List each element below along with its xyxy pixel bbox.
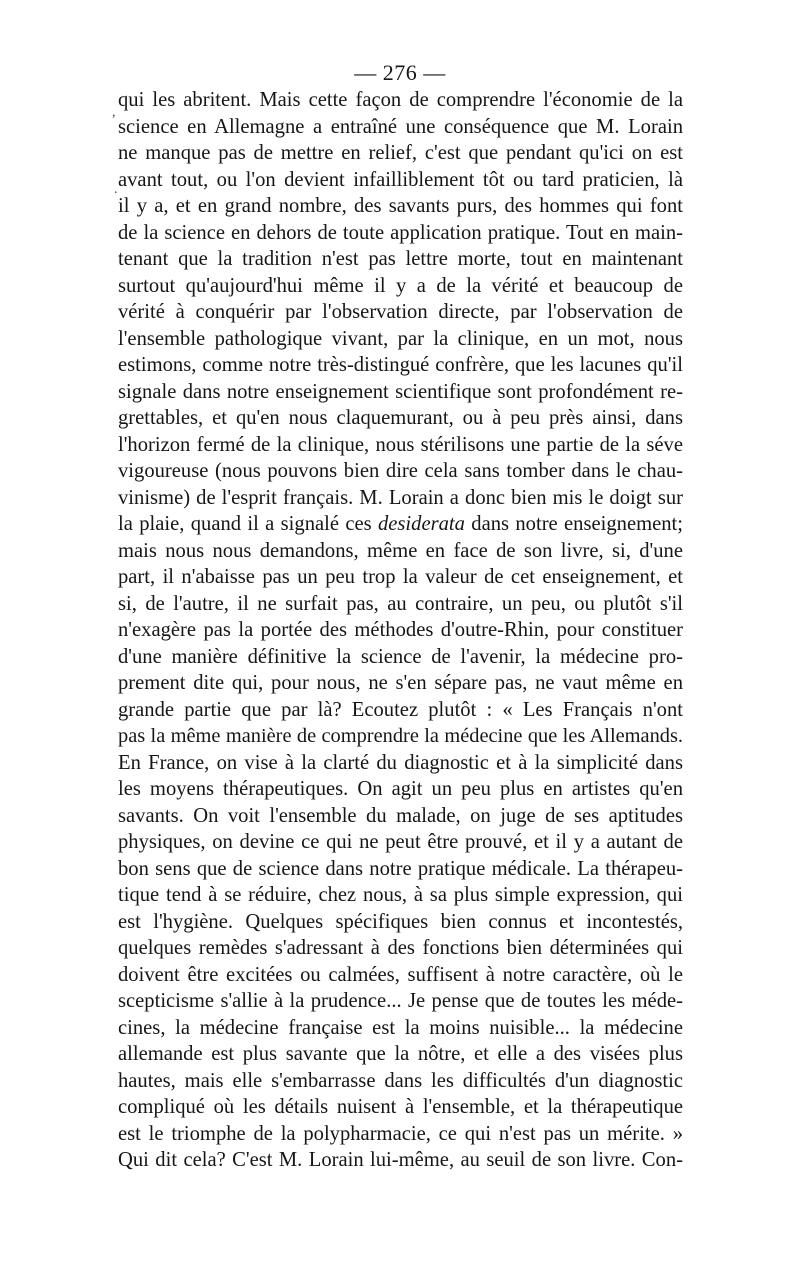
text-line: science en Allemagne a entraîné une conséquence que M. Lorain	[118, 115, 683, 138]
text-segment: dans notre enseignement;	[464, 513, 683, 535]
text-line-with-italic	[118, 511, 683, 538]
text-line: En France, on vise à la clarté du diagnostic et à la simplicité dans	[118, 751, 683, 774]
text-segment: la plaie, quand il a signalé ces	[118, 513, 378, 535]
text-line: d'une manière définitive la science de l'avenir, la médecine pro-	[118, 645, 683, 668]
text-line: physiques, on devine ce qui ne peut être prouvé, et il y a autant de	[118, 831, 683, 853]
text-line: prement dite qui, pour nous, ne s'en sépare pas, ne vaut même en	[118, 672, 683, 694]
text-line: tenant que la tradition n'est pas lettre morte, tout en maintenant	[118, 248, 683, 270]
body-text	[118, 87, 683, 1174]
text-line: de la science en dehors de toute application pratique. Tout en main-	[118, 221, 683, 244]
text-line: il y a, et en grand nombre, des savants purs, des hommes qui font	[118, 195, 683, 217]
text-line: signale dans notre enseignement scientifique sont profondément re-	[118, 380, 683, 403]
text-line: savants. On voit l'ensemble du malade, on juge de ses aptitudes	[118, 804, 683, 827]
text-line: Qui dit cela? C'est M. Lorain lui-même, au seuil de son livre. Con-	[118, 1149, 683, 1171]
italic-term: desiderata	[377, 513, 465, 535]
text-line: estimons, comme notre très-distingué confrère, que les lacunes qu'il	[118, 354, 683, 376]
text-line: bon sens que de science dans notre pratique médicale. La thérapeu-	[118, 857, 683, 880]
text-line: allemande est plus savante que la nôtre, et elle a des visées plus	[118, 1043, 683, 1065]
text-line: l'horizon fermé de la clinique, nous stérilisons une partie de la séve	[118, 433, 683, 456]
text-line: quelques remèdes s'adressant à des fonctions bien déterminées qui	[118, 937, 683, 959]
margin-mark: ,	[112, 105, 116, 120]
text-line: vinisme) de l'esprit français. M. Lorain a donc bien mis le doigt sur	[118, 486, 683, 509]
text-line: les moyens thérapeutiques. On agit un peu plus en artistes qu'en	[118, 778, 683, 800]
text-line: qui les abritent. Mais cette façon de comprendre l'économie de la	[118, 89, 683, 111]
text-line: grettables, et qu'en nous claquemurant, ou à peu près ainsi, dans	[118, 407, 683, 429]
text-line: vigoureuse (nous pouvons bien dire cela sans tomber dans le chau-	[118, 460, 683, 482]
text-line: ne manque pas de mettre en relief, c'est que pendant qu'ici on est	[118, 142, 683, 164]
text-line: doivent être excitées ou calmées, suffisent à notre caractère, où le	[118, 963, 683, 986]
margin-mark: .	[114, 182, 118, 197]
text-line: l'ensemble pathologique vivant, par la clinique, en un mot, nous	[118, 327, 683, 350]
text-line: pas la même manière de comprendre la médecine que les Allemands.	[118, 725, 683, 747]
page-number: — 276 —	[354, 60, 446, 85]
text-line: tique tend à se réduire, chez nous, à sa plus simple expression, qui	[118, 884, 683, 906]
text-line: mais nous nous demandons, même en face de son livre, si, d'une	[118, 539, 683, 562]
text-line: est l'hygiène. Quelques spécifiques bien connus et incontestés,	[118, 910, 683, 933]
text-line: grande partie que par là? Ecoutez plutôt : « Les Français n'ont	[118, 698, 683, 721]
text-line: si, de l'autre, il ne surfait pas, au contraire, un peu, ou plutôt s'il	[118, 592, 683, 615]
text-line: avant tout, ou l'on devient infailliblement tôt ou tard praticien, là	[118, 168, 683, 191]
text-line: n'exagère pas la portée des méthodes d'outre-Rhin, pour constituer	[118, 619, 683, 641]
text-line: hautes, mais elle s'embarrasse dans les difficultés d'un diagnostic	[118, 1069, 683, 1092]
text-line: compliqué où les détails nuisent à l'ensemble, et la thérapeutique	[118, 1096, 683, 1118]
text-line: est le triomphe de la polypharmacie, ce qui n'est pas un mérite. »	[118, 1122, 683, 1145]
text-line: vérité à conquérir par l'observation directe, par l'observation de	[118, 301, 683, 323]
text-line: cines, la médecine française est la moins nuisible... la médecine	[118, 1016, 683, 1039]
text-line: part, il n'abaisse pas un peu trop la valeur de cet enseignement, et	[118, 566, 683, 588]
text-line: surtout qu'aujourd'hui même il y a de la vérité et beaucoup de	[118, 274, 683, 297]
text-line: scepticisme s'allie à la prudence... Je pense que de toutes les méde-	[118, 990, 683, 1012]
